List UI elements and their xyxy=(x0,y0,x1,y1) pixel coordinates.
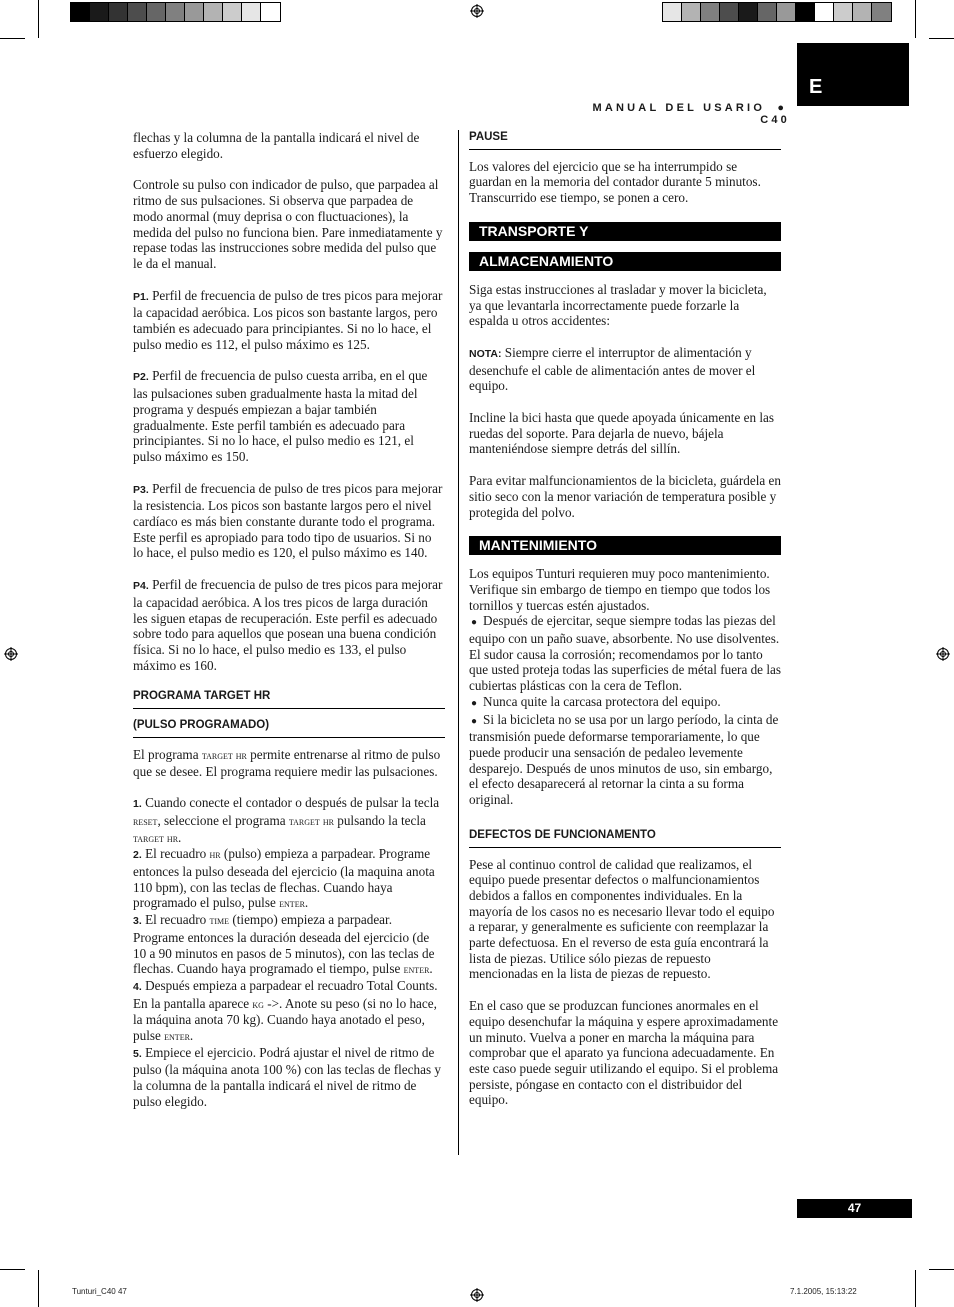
color-swatch xyxy=(739,3,758,21)
key-name: kg xyxy=(252,996,264,1011)
profile-label: P2. xyxy=(133,371,149,384)
key-name: hr xyxy=(209,847,221,862)
color-swatch xyxy=(166,3,185,21)
color-bar-left xyxy=(70,2,281,22)
profile-label: P4. xyxy=(133,580,149,593)
registration-mark-icon xyxy=(936,647,950,661)
key-name: enter xyxy=(164,1029,190,1044)
step-1 xyxy=(133,795,445,846)
header-model: C40 xyxy=(760,114,790,126)
step-number: 1. xyxy=(133,798,142,811)
crop-mark xyxy=(38,1270,39,1307)
footer-left: Tunturi_C40 47 xyxy=(72,1287,127,1296)
header-separator: ● xyxy=(777,102,784,114)
color-swatch xyxy=(90,3,109,21)
key-name: enter xyxy=(403,962,430,977)
color-swatch xyxy=(242,3,261,21)
color-bar-right xyxy=(662,2,892,22)
section-band: TRANSPORTE Y xyxy=(469,222,781,241)
color-swatch xyxy=(682,3,701,21)
header-title: MANUAL DEL USARIO xyxy=(592,102,766,114)
bullet-item: ● Nunca quite la carcasa protectora del equipo. xyxy=(469,694,781,712)
step-3 xyxy=(133,912,445,978)
section-heading: PAUSE xyxy=(469,130,781,150)
page-number: 47 xyxy=(797,1199,912,1218)
color-swatch xyxy=(223,3,242,21)
color-swatch xyxy=(834,3,853,21)
profile-p1 xyxy=(133,288,445,353)
step-number: 3. xyxy=(133,915,142,928)
profile-text: Perfil de frecuencia de pulso de tres picos para mejorar la resistencia. Los picos son bastante largos pero el nivel cardíaco es más bien constante durante todo el programa. Este perfil es apropiado para todo tipo de usuarios. Si no lo hace, el pulso medio es 120, el pulso máximo es 140. xyxy=(133,480,443,561)
text: . xyxy=(178,829,182,845)
footer-right: 7.1.2005, 15:13:22 xyxy=(790,1287,857,1296)
section-heading: DEFECTOS DE FUNCIONAMENTO xyxy=(469,828,781,848)
text: Siempre cierre el interruptor de alimentación y desenchufe el cable de alimentación antes de mover el equipo. xyxy=(469,344,756,394)
crop-mark xyxy=(915,0,916,38)
step-4 xyxy=(133,978,445,1045)
key-name: time xyxy=(209,913,230,928)
registration-mark-icon xyxy=(470,4,484,18)
paragraph: En el caso que se produzcan funciones anormales en el equipo desenchufar la máquina y espere aproximadamente un minuto. Vuelva a poner en marcha la máquina para comprobar que el aparato ya funciona adecuadamente. En este caso puede seguir utilizando el equipo. Si el problema persiste, póngase en contacto con el distribuidor del equipo. xyxy=(469,998,779,1108)
color-swatch xyxy=(185,3,204,21)
paragraph xyxy=(133,747,445,779)
key-name: target hr xyxy=(133,830,179,845)
step-5 xyxy=(133,1045,445,1110)
step-2 xyxy=(133,846,445,912)
key-name: target hr xyxy=(201,747,247,762)
paragraph: Para evitar malfuncionamientos de la bicicleta, guárdela en sitio seco con la menor variación de temperatura posible y protegida del polvo. xyxy=(469,473,781,520)
crop-mark xyxy=(929,1269,954,1270)
text: El recuadro xyxy=(141,846,210,862)
text: El programa xyxy=(133,746,202,762)
paragraph: Los equipos Tunturi requieren muy poco mantenimiento. Verifique sin embargo de tiempo en tiempo que todos los tornillos y tuercas estén ajustados. xyxy=(469,566,771,613)
color-swatch xyxy=(853,3,872,21)
text: . xyxy=(304,895,309,911)
key-name: enter xyxy=(279,896,305,911)
color-swatch xyxy=(109,3,128,21)
color-swatch xyxy=(701,3,720,21)
profile-p4 xyxy=(133,577,445,673)
column-divider xyxy=(458,130,459,1155)
registration-mark-icon xyxy=(4,647,18,661)
step-number: 5. xyxy=(133,1047,142,1060)
text: ->. Anote su peso (si no lo hace, la máquina anota 70 kg). Cuando haya anotado el peso, pulse xyxy=(133,995,437,1044)
registration-mark-icon xyxy=(470,1288,484,1302)
note-paragraph xyxy=(469,345,781,394)
color-swatch xyxy=(777,3,796,21)
color-swatch xyxy=(71,3,90,21)
color-swatch xyxy=(720,3,739,21)
note-label: NOTA: xyxy=(469,347,502,360)
color-swatch xyxy=(261,3,280,21)
section-band: MANTENIMIENTO xyxy=(469,536,781,555)
section-heading: (PULSO PROGRAMADO) xyxy=(133,718,445,738)
color-swatch xyxy=(128,3,147,21)
crop-mark xyxy=(929,38,954,39)
language-tab-letter: E xyxy=(809,76,823,98)
right-column xyxy=(469,130,781,1124)
color-swatch xyxy=(147,3,166,21)
paragraph: Siga estas instrucciones al trasladar y mover la bicicleta, ya que levantarla incorrectamente puede forzarle la espalda u otros accidentes: xyxy=(469,281,767,329)
color-swatch xyxy=(872,3,891,21)
text: El recuadro xyxy=(141,912,210,928)
crop-mark xyxy=(38,0,39,38)
key-name: target hr xyxy=(288,813,334,828)
running-header xyxy=(560,102,790,126)
color-swatch xyxy=(204,3,223,21)
language-tab xyxy=(797,43,909,106)
left-column xyxy=(133,130,445,1110)
text: . xyxy=(429,961,433,977)
color-swatch xyxy=(796,3,815,21)
text: , seleccione el programa xyxy=(157,812,289,828)
paragraph: Controle su pulso con indicador de pulso, que parpadea al ritmo de sus pulsaciones. Si observa que parpadea de modo anormal (muy deprisa o con fluctuaciones), la medida del pulso no funciona bien. Pare inmediatamente y repase todas las instrucciones sobre medida del pulso que le da el manual. xyxy=(133,177,443,271)
paragraph: Pese al continuo control de calidad que realizamos, el equipo puede presentar defectos o malfuncionamientos debidos a fallos en componentes individuales. En la mayoría de los casos no es necesario llevar todo el equipo a reparar, y generalmente es suficiente con reemplazar la parte defectuosa. En el reverso de esta guía encontrará la lista de piezas. Utilice sólo piezas de repuesto mencionadas en la lista de piezas de repuesto. xyxy=(469,856,775,982)
key-name: reset xyxy=(133,813,158,828)
text: pulsando la tecla xyxy=(333,812,426,828)
profile-text: Perfil de frecuencia de pulso cuesta arriba, en el que las pulsaciones suben gradualmente hasta la mitad del programa y después empiezan a bajar también gradualmente. Este perfil también es adecuado para principiantes. Si no lo hace, el pulso medio es 121, el pulso máximo es 150. xyxy=(133,368,428,464)
paragraph: Incline la bici hasta que quede apoyada únicamente en las ruedas del soporte. Para dejarla de nuevo, bájela manteniéndose siempre detrás del sillín. xyxy=(469,410,775,457)
text: Después empieza a parpadear el recuadro Total Counts. En la pantalla aparece xyxy=(133,977,438,1011)
text: (tiempo) empieza a parpadear. Programe entonces la duración deseada del ejercicio (de 10 a 90 minutos en pasos de 5 minutos), con las teclas de flechas. Cuando haya programado el tiempo, pulse xyxy=(133,912,435,977)
profile-text: Perfil de frecuencia de pulso de tres picos para mejorar la capacidad aeróbica. Los picos son bastante largos, pero también es adecuado para principiantes. Si no lo hace, el pulso medio es 112, el pulso máximo es 125. xyxy=(133,287,443,352)
profile-label: P1. xyxy=(133,290,149,303)
text: Empiece el ejercicio. Podrá ajustar el nivel de ritmo de pulso (la máquina anota 100 %) con las teclas de flechas y la columna de la pantalla indicará el nivel de ritmo de pulso elegido. xyxy=(133,1044,441,1109)
color-swatch xyxy=(663,3,682,21)
crop-mark xyxy=(915,1270,916,1307)
profile-p2 xyxy=(133,368,445,464)
section-band: ALMACENAMIENTO xyxy=(469,252,781,271)
step-number: 2. xyxy=(133,849,142,862)
text: (pulso) empieza a parpadear. Programe entonces la pulso deseada del ejercicio (la maquina anota 110 bpm), con las teclas de flechas. Cuando haya programado el pulso, pulse xyxy=(133,846,435,911)
text: . xyxy=(189,1028,194,1044)
step-number: 4. xyxy=(133,980,142,993)
profile-p3 xyxy=(133,481,445,562)
bullet-item: ● Después de ejercitar, seque siempre todas las piezas del equipo con un paño suave, absorbente. No use disolventes. El sudor causa la corrosión; recomendamos por lo tanto que usted proteja todas las superficies de métal fuera de las cubiertas plásticas con la cera de Teflon. xyxy=(469,613,781,694)
profile-text: Perfil de frecuencia de pulso de tres picos para mejorar la capacidad aeróbica. A los tres picos de larga duración les siguen etapas de recuperación. Este perfil es adecuado sobre todo para aquellos que posean una buena condición física. Si no lo hace, el pulso medio es 133, el pulso máximo es 160. xyxy=(133,577,443,673)
profile-label: P3. xyxy=(133,483,149,496)
crop-mark xyxy=(0,38,25,39)
color-swatch xyxy=(758,3,777,21)
section-heading: PROGRAMA TARGET HR xyxy=(133,689,445,709)
paragraph: flechas y la columna de la pantalla indicará el nivel de esfuerzo elegido. xyxy=(133,130,420,161)
crop-mark xyxy=(0,1269,25,1270)
color-swatch xyxy=(815,3,834,21)
paragraph: Los valores del ejercicio que se ha interrumpido se guardan en la memoria del contador durante 5 minutos. Transcurrido ese tiempo, se ponen a cero. xyxy=(469,158,761,206)
text: permite entrenarse al ritmo de pulso que se desee. El programa requiere medir las pulsaciones. xyxy=(133,746,441,779)
bullet-item: ● Si la bicicleta no se usa por un largo período, la cinta de transmisión puede deformarse temporariamente, lo que puede producir una sensación de pedaleo levemente desparejo. Después de unos minutos de uso, sin embargo, el efecto desaparecerá al retornar la cinta a su forma original. xyxy=(469,712,781,808)
text: Cuando conecte el contador o después de pulsar la tecla xyxy=(141,795,440,811)
